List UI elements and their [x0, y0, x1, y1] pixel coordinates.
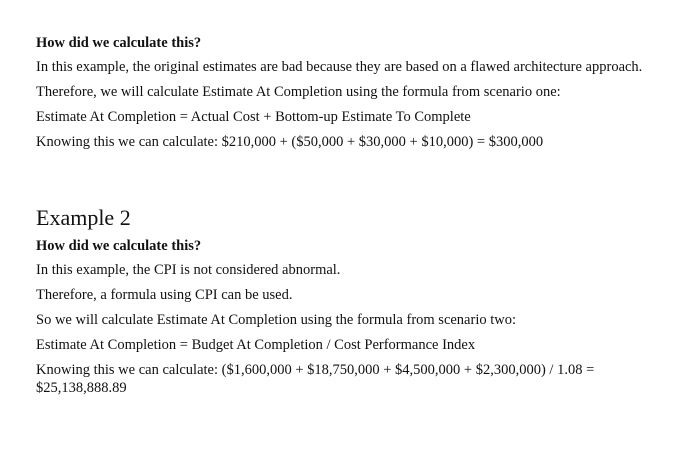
document-body — [36, 34, 672, 404]
section1-paragraph-2: Therefore, we will calculate Estimate At Completion using the formula from scenario one: — [36, 84, 561, 100]
section2-paragraph-2: Therefore, a formula using CPI can be used. — [36, 287, 293, 303]
section2-paragraph-1: In this example, the CPI is not considered abnormal. — [36, 262, 341, 278]
section1-calculation: Knowing this we can calculate: $210,000 + ($50,000 + $30,000 + $10,000) = $300,000 — [36, 134, 544, 150]
section2-calculation: Knowing this we can calculate: ($1,600,000 + $18,750,000 + $4,500,000 + $2,300,000) / 1.08 = $25,138,888.89 — [36, 362, 595, 396]
example-2-title: Example 2 — [36, 205, 131, 230]
section1-heading: How did we calculate this? — [36, 35, 202, 51]
section2-formula: Estimate At Completion = Budget At Completion / Cost Performance Index — [36, 337, 476, 353]
section-spacer — [36, 158, 672, 205]
section1-paragraph-1: In this example, the original estimates are bad because they are based on a flawed architecture approach. — [36, 59, 643, 75]
section2-heading: How did we calculate this? — [36, 238, 202, 254]
section1-formula: Estimate At Completion = Actual Cost + Bottom-up Estimate To Complete — [36, 109, 471, 125]
section2-paragraph-3: So we will calculate Estimate At Completion using the formula from scenario two: — [36, 312, 517, 328]
